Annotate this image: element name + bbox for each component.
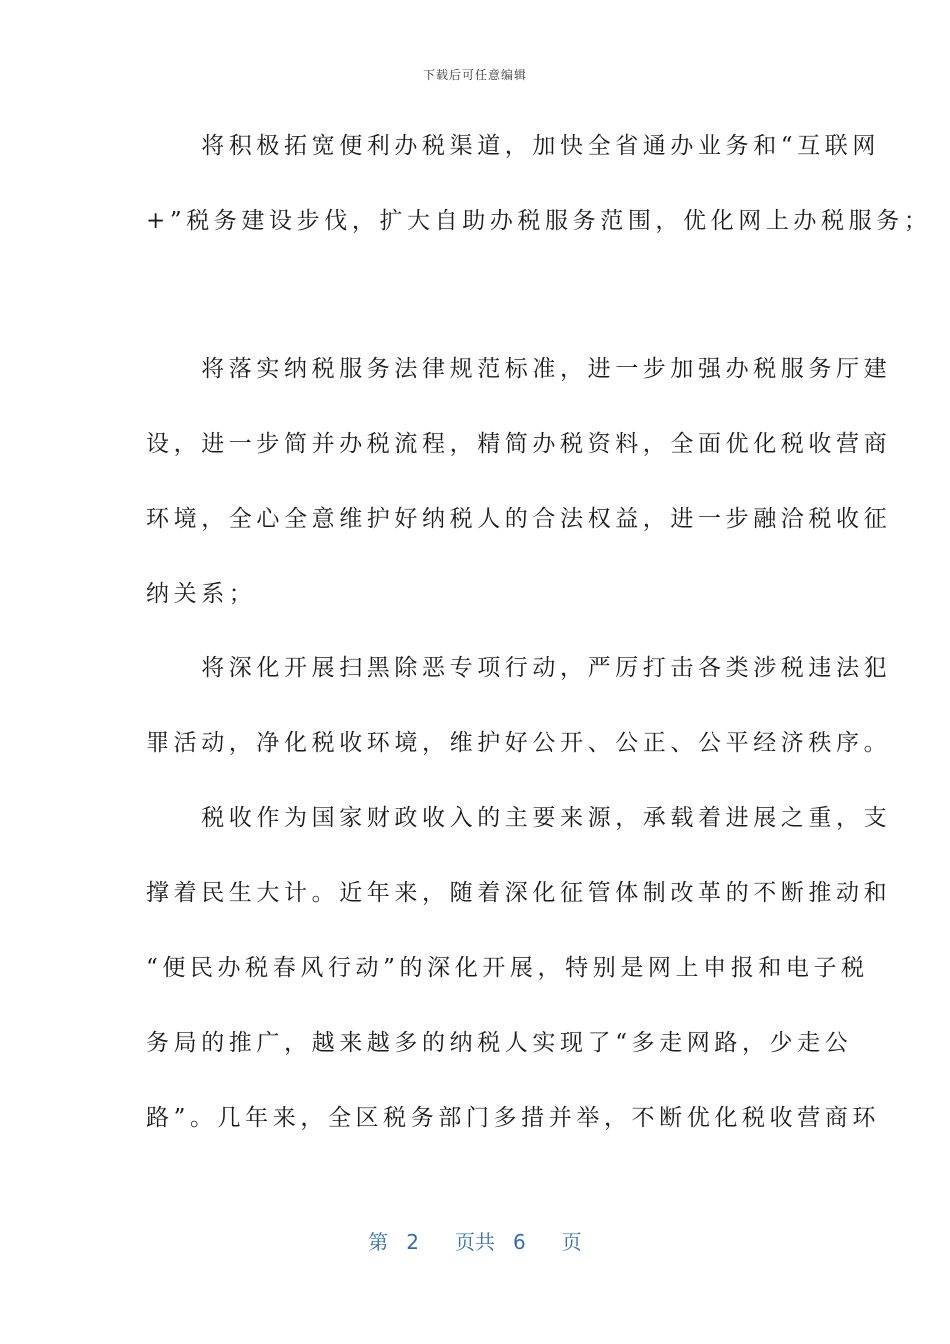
paragraph-4-line-3: “便民办税春风行动”的深化开展，特别是网上申报和电子税 — [146, 955, 869, 981]
page-footer — [0, 1226, 950, 1255]
current-page-number: 2 — [406, 1230, 419, 1254]
paragraph-2-line-1: 将落实纳税服务法律规范标准，进一步加强办税服务厅建 — [146, 356, 892, 382]
paragraph-4-line-4: 务局的推广，越来越多的纳税人实现了“多走网路，少走公 — [146, 1030, 853, 1056]
paragraph-1-line-2: +”税务建设步伐，扩大自助办税服务范围，优化网上办税服务； — [146, 208, 932, 234]
total-page-count: 6 — [513, 1230, 526, 1254]
footer-suffix: 页 — [561, 1230, 582, 1254]
paragraph-2-line-3: 环境，全心全意维护好纳税人的合法权益，进一步融洽税收征 — [146, 506, 892, 532]
paragraph-3-line-2: 罪活动，净化税收环境，维护好公开、公正、公平经济秩序。 — [146, 730, 892, 756]
paragraph-2-line-4: 纳关系； — [146, 581, 257, 607]
paragraph-3-line-1: 将深化开展扫黑除恶专项行动，严厉打击各类涉税违法犯 — [146, 655, 892, 681]
paragraph-4-line-2: 撑着民生大计。近年来，随着深化征管体制改革的不断推动和 — [146, 880, 892, 906]
paragraph-1-line-1: 将积极拓宽便利办税渠道，加快全省通办业务和“互联网 — [146, 133, 880, 159]
paragraph-4-line-5: 路”。几年来，全区税务部门多措并举，不断优化税收营商环 — [146, 1105, 880, 1131]
header-note: 下载后可任意编辑 — [422, 68, 527, 82]
footer-prefix: 第 — [368, 1230, 389, 1254]
paragraph-2-line-2: 设，进一步简并办税流程，精简办税资料，全面优化税收营商 — [146, 431, 892, 457]
footer-middle: 页共 — [455, 1230, 495, 1254]
paragraph-4-line-1: 税收作为国家财政收入的主要来源，承载着进展之重，支 — [146, 805, 892, 831]
